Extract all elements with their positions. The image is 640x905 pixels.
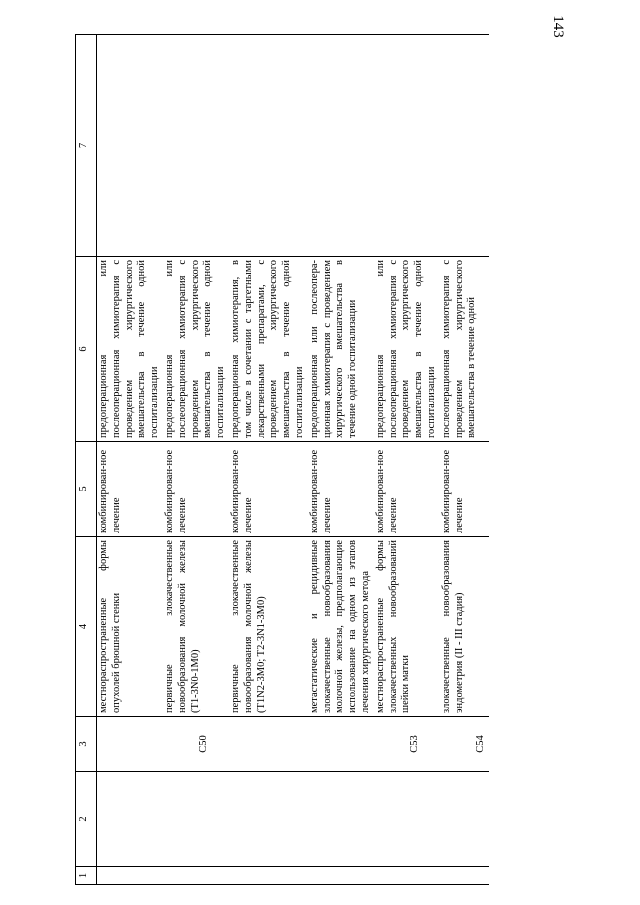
cell-icd-code (229, 717, 308, 772)
cell-treatment-type: комбинирован-ное лечение (440, 442, 489, 537)
cell-treatment-method: предоперационная или послеоперационная химиотерапия с проведением хирургического вмешательства в течение одной госпитализации (97, 257, 163, 442)
column-number: 3 (76, 717, 97, 772)
cell-col1 (163, 867, 229, 885)
cell-col1 (229, 867, 308, 885)
cell-treatment-type: комбинирован-ное лечение (308, 442, 374, 537)
column-number: 7 (76, 35, 97, 257)
cell-col2 (374, 772, 440, 867)
cell-treatment-method: предоперационная или послеоперационная химиотерапия с проведением хирургического вмешательства в течение одной госпитализации (374, 257, 440, 442)
table-row (163, 35, 229, 885)
cell-icd-code: C50 (163, 717, 229, 772)
table-row (97, 35, 163, 885)
cell-diagnosis: злокачественные новообразования эндометрия (II - III стадия) (440, 537, 489, 717)
cell-col2 (229, 772, 308, 867)
column-number-row (76, 35, 97, 885)
cell-icd-code: C54 (440, 717, 489, 772)
cell-diagnosis: первичные злокачественные новообразования молочной железы (T1N2-3M0; T2-3N1-3M0) (229, 537, 308, 717)
cell-treatment-method: предоперационная или послеопера-ционная химиотерапия с проведением хирургического вмешательства в течение одной госпитализации (308, 257, 374, 442)
column-number: 2 (76, 772, 97, 867)
column-number: 5 (76, 442, 97, 537)
cell-col2 (440, 772, 489, 867)
cell-col2 (163, 772, 229, 867)
cell-col7 (229, 35, 308, 257)
cell-col7 (440, 35, 489, 257)
table-row (308, 35, 374, 885)
cell-treatment-method: послеоперационная химиотерапия с проведением хирургического вмешательства в течение одной (440, 257, 489, 442)
cell-col1 (97, 867, 163, 885)
cell-diagnosis: местнораспространенные формы опухолей брюшной стенки (97, 537, 163, 717)
cell-treatment-method: предоперационная или послеоперационная химиотерапия с проведением хирургического вмешательства в течение одной госпитализации (163, 257, 229, 442)
table-row (229, 35, 308, 885)
cell-treatment-type: комбинирован-ное лечение (163, 442, 229, 537)
table-row (440, 35, 489, 885)
cell-col2 (97, 772, 163, 867)
column-number: 4 (76, 537, 97, 717)
page-number: 143 (549, 15, 566, 38)
cell-col1 (440, 867, 489, 885)
cell-diagnosis: метастатические и рецидивные злокачественные новообразования молочной железы, предполагающие использование на одном из этапов лечения хирургического метода (308, 537, 374, 717)
cell-col1 (308, 867, 374, 885)
table-row (374, 35, 440, 885)
cell-icd-code (308, 717, 374, 772)
cell-treatment-method: предоперационная химиотерапия, в том числе в сочетании с таргетными лекарственными препаратами, с проведением хирургического вмешательства в течение одной госпитализации (229, 257, 308, 442)
cell-col7 (97, 35, 163, 257)
cell-icd-code (97, 717, 163, 772)
column-number: 6 (76, 257, 97, 442)
column-number: 1 (76, 867, 97, 885)
cell-diagnosis: местнораспространенные формы злокачественных новообразований шейки матки (374, 537, 440, 717)
cell-icd-code: C53 (374, 717, 440, 772)
cell-col7 (308, 35, 374, 257)
cell-treatment-type: комбинирован-ное лечение (374, 442, 440, 537)
cell-col1 (374, 867, 440, 885)
cell-col7 (374, 35, 440, 257)
rotated-table-container (75, 35, 605, 885)
cell-treatment-type: комбинирован-ное лечение (97, 442, 163, 537)
cell-diagnosis: первичные злокачественные новообразования молочной железы (T1-3N0-1M0) (163, 537, 229, 717)
cell-col7 (163, 35, 229, 257)
cell-treatment-type: комбинирован-ное лечение (229, 442, 308, 537)
treatment-table (75, 34, 489, 885)
cell-col2 (308, 772, 374, 867)
